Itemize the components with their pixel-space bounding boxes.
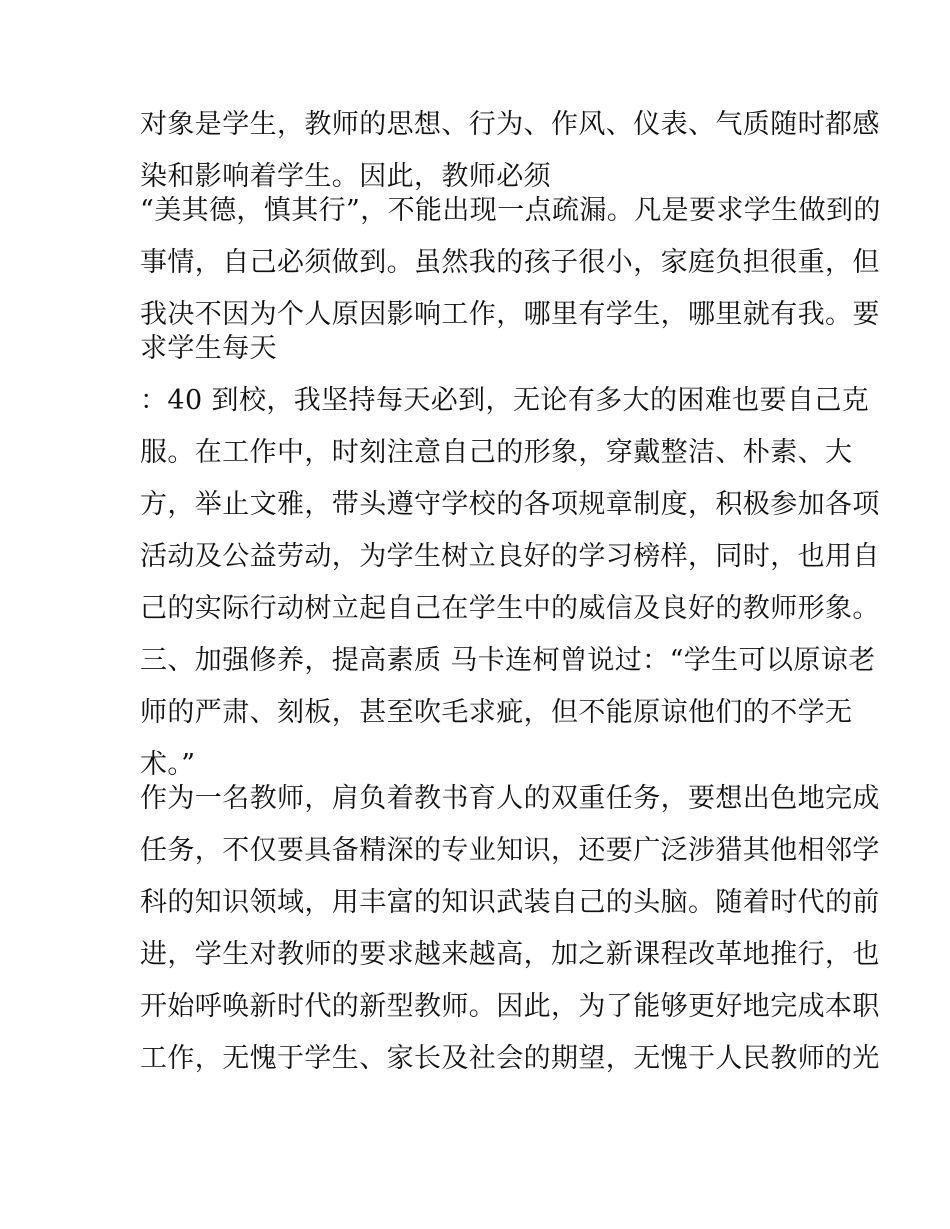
text-line: 活动及公益劳动，为学生树立良好的学习榜样，同时，也用自 bbox=[140, 541, 880, 572]
text-line: 开始呼唤新时代的新型教师。因此，为了能够更好地完成本职 bbox=[140, 991, 880, 1022]
body-text bbox=[140, 108, 881, 1076]
text-line: 科的知识领域，用丰富的知识武装自己的头脑。随着时代的前 bbox=[140, 887, 880, 918]
text-line: ：40 到校，我坚持每天必到，无论有多大的困难也要自己克 bbox=[140, 385, 870, 416]
text-line: 我决不因为个人原因影响工作，哪里有学生，哪里就有我。要 bbox=[140, 299, 880, 330]
text-line: 师的严肃、刻板，甚至吹毛求疵，但不能原谅他们的不学无 bbox=[140, 697, 853, 728]
text-line: 工作，无愧于学生、家长及社会的期望，无愧于人民教师的光 bbox=[140, 1043, 880, 1074]
text-line: 进，学生对教师的要求越来越高，加之新课程改革地推行，也 bbox=[140, 939, 880, 970]
text-line: 求学生每天 bbox=[140, 333, 277, 364]
text-line: 术。” bbox=[140, 749, 196, 780]
text-line: 事情，自己必须做到。虽然我的孩子很小，家庭负担很重，但 bbox=[140, 247, 880, 278]
text-line: 任务，不仅要具备精深的专业知识，还要广泛涉猎其他相邻学 bbox=[140, 835, 880, 866]
text-line: 己的实际行动树立起自己在学生中的威信及良好的教师形象。 bbox=[140, 593, 880, 624]
text-line: 方，举止文雅，带头遵守学校的各项规章制度，积极参加各项 bbox=[140, 489, 880, 520]
text-line: 服。在工作中，时刻注意自己的形象，穿戴整洁、朴素、大 bbox=[140, 437, 853, 468]
text-line: 对象是学生，教师的思想、行为、作风、仪表、气质随时都感 bbox=[140, 109, 880, 140]
text-line: 染和影响着学生。因此，教师必须 bbox=[140, 161, 551, 192]
text-line: “美其德，慎其行”，不能出现一点疏漏。凡是要求学生做到的 bbox=[140, 195, 881, 226]
text-line: 作为一名教师，肩负着教书育人的双重任务，要想出色地完成 bbox=[140, 783, 880, 814]
text-line: 三、加强修养，提高素质 马卡连柯曾说过：“学生可以原谅老 bbox=[140, 645, 876, 676]
